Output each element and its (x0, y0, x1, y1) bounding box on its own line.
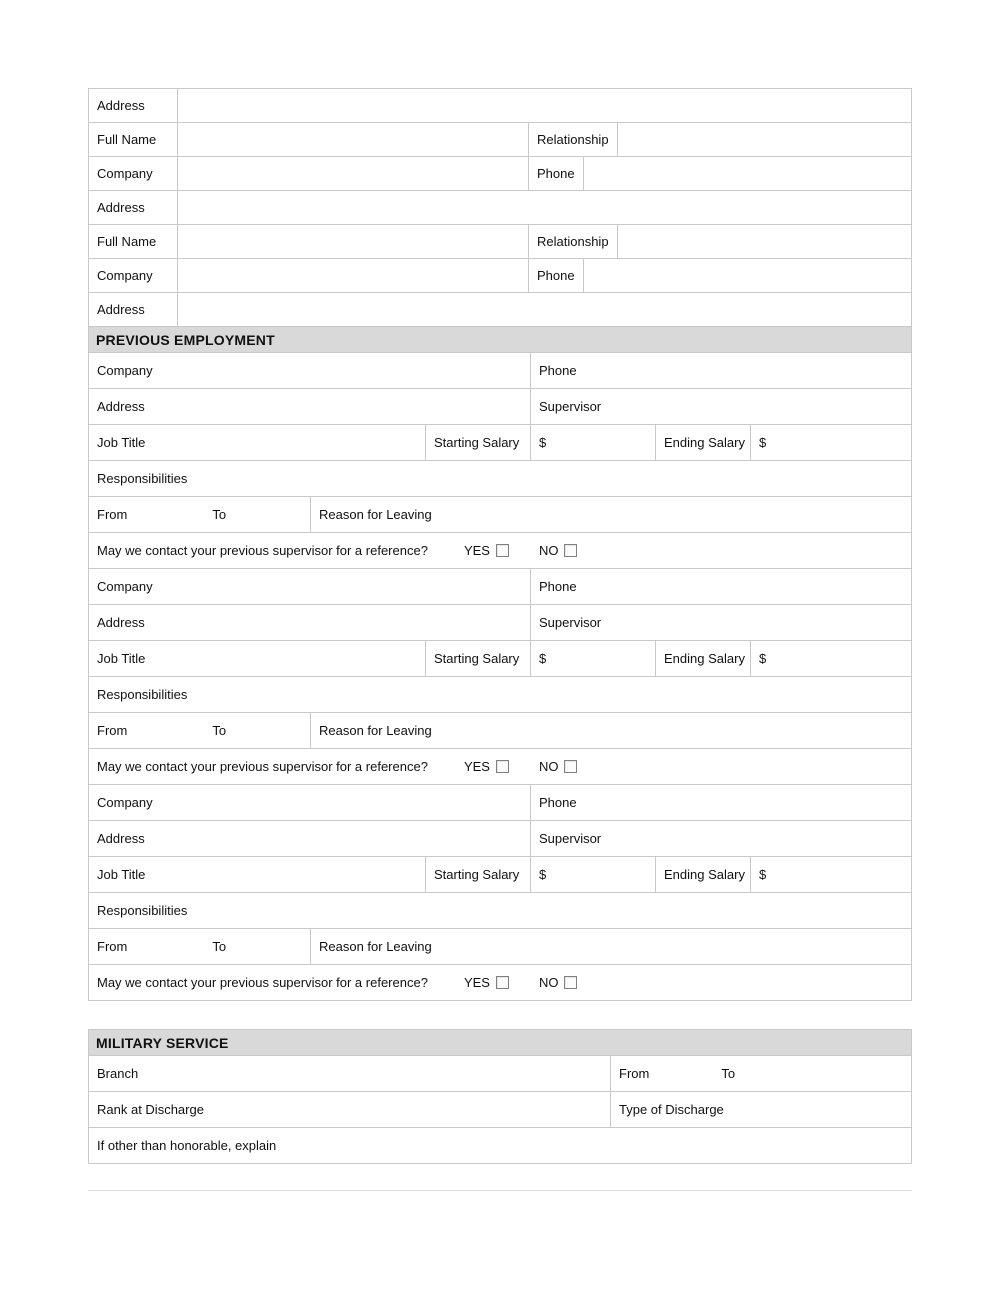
company-label: Company (97, 795, 153, 810)
employment-3-company-phone-row (89, 785, 912, 821)
employment-2-job-title-field[interactable] (89, 641, 426, 677)
employment-3-contact-question-cell (89, 965, 912, 1001)
employment-1-contact-row (89, 533, 912, 569)
employment-3-company-field[interactable] (89, 785, 531, 821)
dollar-sign-label: $ (759, 867, 767, 882)
military-service-header: MILITARY SERVICE (89, 1030, 912, 1056)
employment-3-reason-field[interactable] (311, 929, 912, 965)
employment-2-contact-row (89, 749, 912, 785)
full-name-input[interactable] (178, 123, 529, 157)
contact-question-label: May we contact your previous supervisor for a reference? (97, 759, 428, 774)
supervisor-label: Supervisor (539, 399, 602, 414)
employment-3-dates-field[interactable] (89, 929, 311, 965)
employment-2-company-field[interactable] (89, 569, 531, 605)
ending-salary-label-cell (656, 641, 751, 677)
dollar-sign-label: $ (539, 651, 547, 666)
employment-3-address-field[interactable] (89, 821, 531, 857)
employment-1-no-checkbox[interactable] (564, 544, 577, 557)
reason-for-leaving-label: Reason for Leaving (319, 939, 432, 954)
employment-3-yes-checkbox[interactable] (496, 976, 509, 989)
yes-label: YES (463, 759, 490, 774)
employment-1-company-field[interactable] (89, 353, 531, 389)
phone-input[interactable] (584, 259, 912, 293)
honorable-explain-label: If other than honorable, explain (97, 1138, 277, 1153)
full-name-input[interactable] (178, 225, 529, 259)
yes-label: YES (463, 543, 490, 558)
reference-name-row (89, 123, 912, 157)
employment-2-responsibilities-field[interactable] (89, 677, 912, 713)
employment-1-address-supervisor-row (89, 389, 912, 425)
employment-2-dates-field[interactable] (89, 713, 311, 749)
address-label: Address (97, 302, 145, 317)
employment-3-no-checkbox[interactable] (564, 976, 577, 989)
employment-1-address-field[interactable] (89, 389, 531, 425)
phone-label-cell (529, 259, 584, 293)
employment-2-company-phone-row (89, 569, 912, 605)
starting-salary-label: Starting Salary (434, 867, 520, 882)
employment-2-dates-row (89, 713, 912, 749)
ending-salary-label: Ending Salary (664, 867, 745, 882)
address-label: Address (97, 399, 145, 414)
employment-2-yes-checkbox[interactable] (496, 760, 509, 773)
employment-2-salary-row (89, 641, 912, 677)
address-label-cell (89, 191, 178, 225)
company-label: Company (97, 268, 153, 283)
employment-1-company-phone-row (89, 353, 912, 389)
ending-salary-label: Ending Salary (664, 435, 745, 450)
type-of-discharge-label: Type of Discharge (619, 1102, 724, 1117)
phone-label: Phone (539, 363, 577, 378)
from-label: From (97, 507, 128, 522)
address-label-cell (89, 293, 178, 327)
military-rank-row (89, 1092, 912, 1128)
employment-2-reason-field[interactable] (311, 713, 912, 749)
employment-3-address-supervisor-row (89, 821, 912, 857)
reference-address-row (89, 191, 912, 225)
military-explain-field[interactable] (89, 1128, 912, 1164)
employment-3-salary-row (89, 857, 912, 893)
no-label: NO (538, 759, 559, 774)
supervisor-label: Supervisor (539, 831, 602, 846)
relationship-label-cell (529, 225, 618, 259)
from-label: From (619, 1066, 650, 1081)
company-label: Company (97, 363, 153, 378)
reason-for-leaving-label: Reason for Leaving (319, 723, 432, 738)
starting-salary-label: Starting Salary (434, 651, 520, 666)
employment-1-reason-field[interactable] (311, 497, 912, 533)
employment-2-address-field[interactable] (89, 605, 531, 641)
job-title-label: Job Title (97, 867, 146, 882)
phone-label-cell (529, 157, 584, 191)
employment-3-responsibilities-row (89, 893, 912, 929)
full-name-label-cell (89, 225, 178, 259)
starting-salary-label: Starting Salary (434, 435, 520, 450)
employment-3-job-title-field[interactable] (89, 857, 426, 893)
ending-salary-label-cell (656, 857, 751, 893)
relationship-input[interactable] (618, 225, 912, 259)
dollar-sign-label: $ (539, 867, 547, 882)
to-label: To (212, 723, 227, 738)
phone-label: Phone (537, 166, 575, 181)
employment-3-contact-row (89, 965, 912, 1001)
dollar-sign-label: $ (759, 651, 767, 666)
job-title-label: Job Title (97, 435, 146, 450)
employment-1-supervisor-field[interactable] (531, 389, 912, 425)
employment-2-responsibilities-row (89, 677, 912, 713)
company-input[interactable] (178, 157, 529, 191)
relationship-label: Relationship (537, 234, 609, 249)
starting-salary-label-cell (426, 641, 531, 677)
phone-label: Phone (539, 579, 577, 594)
employment-2-no-checkbox[interactable] (564, 760, 577, 773)
address-label: Address (97, 98, 145, 113)
from-label: From (97, 939, 128, 954)
employment-1-starting-salary-field[interactable] (531, 425, 656, 461)
address-input[interactable] (178, 293, 912, 327)
full-name-label: Full Name (97, 234, 157, 249)
ending-salary-label: Ending Salary (664, 651, 745, 666)
employment-1-dates-row (89, 497, 912, 533)
contact-question-label: May we contact your previous supervisor for a reference? (97, 975, 428, 990)
full-name-label: Full Name (97, 132, 157, 147)
relationship-label-cell (529, 123, 618, 157)
responsibilities-label: Responsibilities (97, 687, 188, 702)
company-label: Company (97, 166, 153, 181)
employment-1-yes-checkbox[interactable] (496, 544, 509, 557)
section-spacer (88, 1001, 912, 1029)
reference-name-row (89, 225, 912, 259)
responsibilities-label: Responsibilities (97, 471, 188, 486)
employment-2-contact-question-cell (89, 749, 912, 785)
from-label: From (97, 723, 128, 738)
reference-company-row (89, 259, 912, 293)
previous-employment-header: PREVIOUS EMPLOYMENT (89, 327, 912, 353)
reference-address-row (89, 293, 912, 327)
full-name-label-cell (89, 123, 178, 157)
to-label: To (212, 939, 227, 954)
company-input[interactable] (178, 259, 529, 293)
references-table (88, 88, 912, 1001)
employment-2-supervisor-field[interactable] (531, 605, 912, 641)
ending-salary-label-cell (656, 425, 751, 461)
phone-label: Phone (539, 795, 577, 810)
employment-3-phone-field[interactable] (531, 785, 912, 821)
contact-question-label: May we contact your previous supervisor for a reference? (97, 543, 428, 558)
company-label-cell (89, 259, 178, 293)
employment-3-dates-row (89, 929, 912, 965)
address-input[interactable] (178, 89, 912, 123)
job-title-label: Job Title (97, 651, 146, 666)
employment-3-starting-salary-field[interactable] (531, 857, 656, 893)
military-service-table (88, 1029, 912, 1164)
company-label: Company (97, 579, 153, 594)
no-label: NO (538, 543, 559, 558)
military-discharge-type-field[interactable] (611, 1092, 912, 1128)
address-input[interactable] (178, 191, 912, 225)
employment-2-starting-salary-field[interactable] (531, 641, 656, 677)
no-label: NO (538, 975, 559, 990)
employment-1-responsibilities-row (89, 461, 912, 497)
supervisor-label: Supervisor (539, 615, 602, 630)
employment-1-salary-row (89, 425, 912, 461)
relationship-label: Relationship (537, 132, 609, 147)
phone-input[interactable] (584, 157, 912, 191)
employment-3-responsibilities-field[interactable] (89, 893, 912, 929)
address-label: Address (97, 200, 145, 215)
to-label: To (721, 1066, 736, 1081)
employment-1-responsibilities-field[interactable] (89, 461, 912, 497)
branch-label: Branch (97, 1066, 139, 1081)
rank-at-discharge-label: Rank at Discharge (97, 1102, 204, 1117)
employment-2-phone-field[interactable] (531, 569, 912, 605)
employment-3-supervisor-field[interactable] (531, 821, 912, 857)
address-label: Address (97, 615, 145, 630)
reference-address-row (89, 89, 912, 123)
employment-1-phone-field[interactable] (531, 353, 912, 389)
employment-1-dates-field[interactable] (89, 497, 311, 533)
responsibilities-label: Responsibilities (97, 903, 188, 918)
starting-salary-label-cell (426, 857, 531, 893)
reason-for-leaving-label: Reason for Leaving (319, 507, 432, 522)
to-label: To (212, 507, 227, 522)
employment-1-ending-salary-field[interactable] (751, 425, 912, 461)
military-explain-row (89, 1128, 912, 1164)
military-branch-row (89, 1056, 912, 1092)
dollar-sign-label: $ (759, 435, 767, 450)
employment-3-ending-salary-field[interactable] (751, 857, 912, 893)
starting-salary-label-cell (426, 425, 531, 461)
page-footer-divider (88, 1190, 912, 1191)
relationship-input[interactable] (618, 123, 912, 157)
reference-company-row (89, 157, 912, 191)
employment-2-address-supervisor-row (89, 605, 912, 641)
phone-label: Phone (537, 268, 575, 283)
company-label-cell (89, 157, 178, 191)
yes-label: YES (463, 975, 490, 990)
address-label: Address (97, 831, 145, 846)
military-branch-field[interactable] (89, 1056, 611, 1092)
employment-2-ending-salary-field[interactable] (751, 641, 912, 677)
employment-1-job-title-field[interactable] (89, 425, 426, 461)
military-rank-field[interactable] (89, 1092, 611, 1128)
dollar-sign-label: $ (539, 435, 547, 450)
employment-1-contact-question-cell (89, 533, 912, 569)
military-dates-field[interactable] (611, 1056, 912, 1092)
address-label-cell (89, 89, 178, 123)
